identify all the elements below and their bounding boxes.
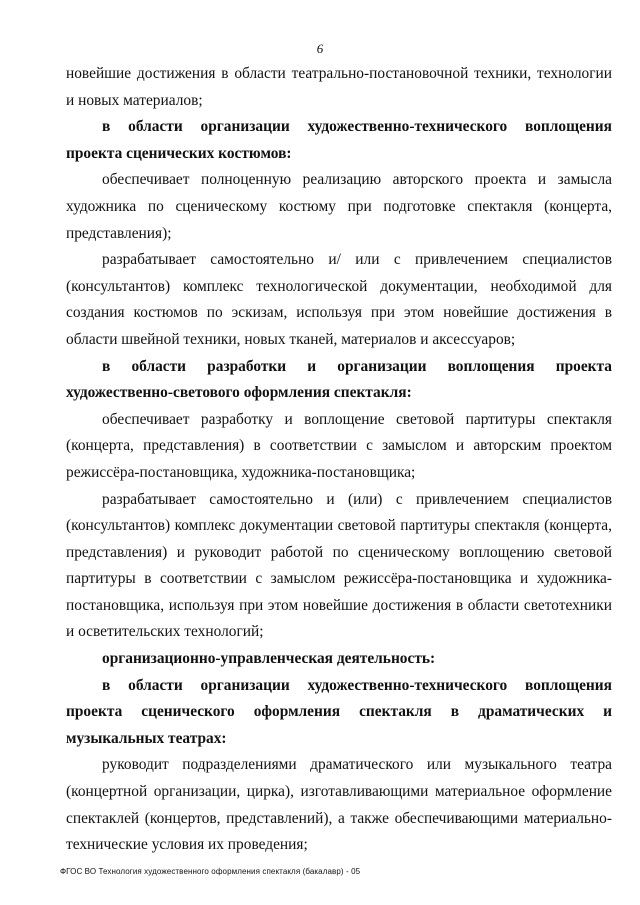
page-number: 6 — [316, 41, 324, 56]
section-heading-costumes: в области организации художественно-технического воплощения проекта сценических костюмов: — [66, 118, 612, 162]
paragraph-7: разрабатывает самостоятельно и (или) с привлечением специалистов (консультантов) комплекс документации световой партитуры спектакля (концерта, представления) и руководит работой по сценическому воплощению световой партитуры в соответствии с замыслом режиссёра-постановщика и художника-постановщика, используя при этом новейшие достижения в области светотехники и осветительских технологий; — [66, 490, 612, 641]
paragraph-1: новейшие достижения в области театрально-постановочной техники, технологии и новых материалов; — [66, 65, 612, 109]
paragraph-3: обеспечивает полноценную реализацию авторского проекта и замысла художника по сценическому костюму при подготовке спектакля (концерта, представления); — [66, 171, 612, 242]
section-heading-theatres: в области организации художественно-технического воплощения проекта сценического оформления спектакля в драматических и музыкальных театрах: — [66, 676, 612, 747]
paragraph-4: разрабатывает самостоятельно и/ или с привлечением специалистов (консультантов) комплекс технологической документации, необходимой для создания костюмов по эскизам, используя при этом новейшие достижения в области швейной техники, новых тканей, материалов и аксессуаров; — [66, 251, 612, 348]
page-footer: ФГОС ВО Технология художественного оформления спектакля (бакалавр) - 05 — [60, 867, 361, 876]
section-heading-management: организационно-управленческая деятельность: — [102, 650, 436, 668]
document-body — [66, 61, 612, 859]
paragraph-10: руководит подразделениями драматического или музыкального театра (концертной организации, цирка), изготавливающими материальное оформление спектаклей (концертов, представлений), а также обеспечивающими материально-технические условия их проведения; — [66, 756, 612, 854]
paragraph-6: обеспечивает разработку и воплощение световой партитуры спектакля (концерта, представления) в соответствии с замыслом и авторским проектом режиссёра-постановщика, художника-постановщика; — [66, 410, 612, 481]
section-heading-lighting: в области разработки и организации воплощения проекта художественно-светового оформления спектакля: — [66, 357, 612, 402]
